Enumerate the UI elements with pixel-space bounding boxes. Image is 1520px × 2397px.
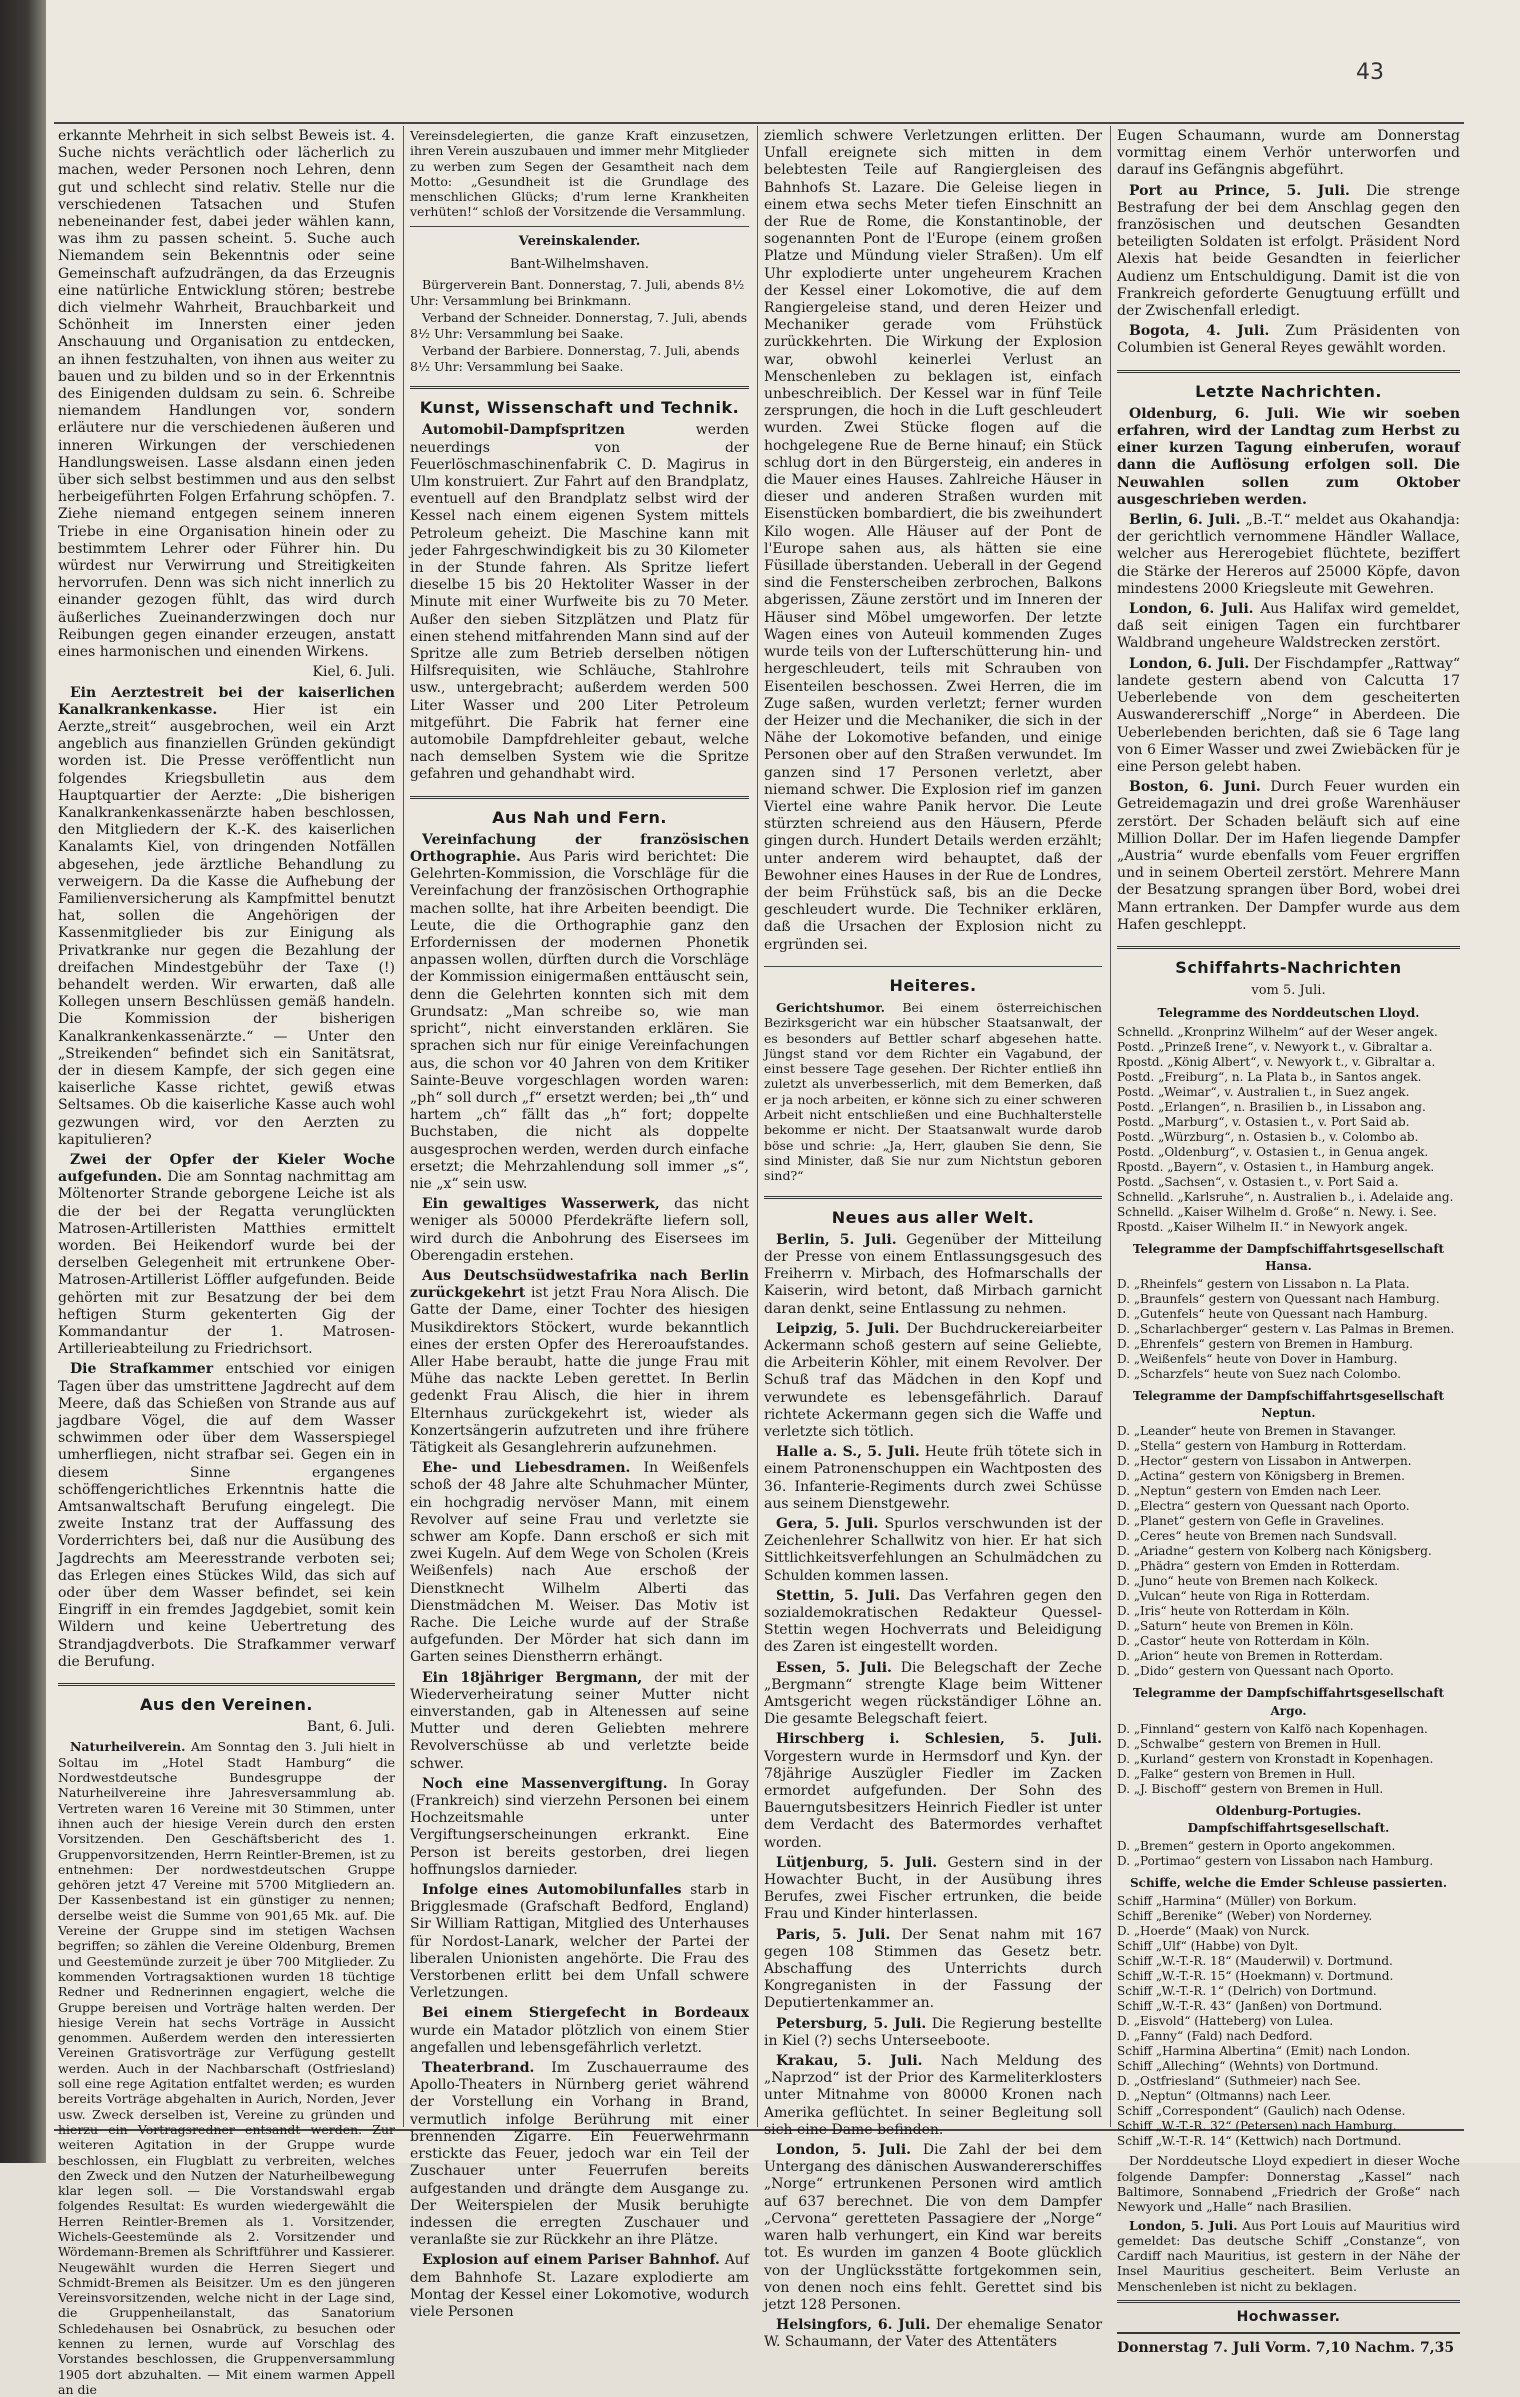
calendar-entry: Verband der Barbiere. Donnerstag, 7. Juli, abends 8½ Uhr: Versammlung bei Saake. [410, 343, 740, 374]
news-text: Aus Halifax wird gemeldet, daß seit einigen Tagen ein furchtbarer Waldbrand ungeheure Waldstrecken zerstört. [1117, 601, 1461, 652]
article-text: Aus Paris wird berichtet: Die Gelehrten-Kommission, die Vorschläge für die Vereinfachung der französischen Orthographie machen sollte, hat ihre Arbeiten beendigt. Die Leute, die die Orthographie ganz den Erfordernissen der modernen Phonetik anpassen wollen, dürften durch die Vorschläge der Kommission einigermaßen enttäuscht sein, denn die Gelehrten konnten sich mit dem Grundsatz: „Man schreibe so, wie man spricht“, nicht einverstanden erklären. Sie sprachen sich nur für einige Vereinfachungen aus, die schon vor 40 Jahren von dem Kritiker Sainte-Beuve vorgeschlagen worden waren: „ph“ soll durch „f“ ersetzt werden; bei „th“ und hartem „ch“ fällt das „h“ fort; doppelte Buchstaben, die nicht als doppelte ausgesprochen werden, werden durch einfache ersetzt; die Mehrzahlendung soll immer „s“, nie „x“ sein usw. [410, 849, 749, 1192]
ship-entry: Postd. „Oldenburg“, v. Ostasien t., in Genua angek. [1117, 1144, 1429, 1159]
article-headline: Ein gewaltiges Wasserwerk, [422, 1196, 660, 1213]
article-headline: Bei einem Stiergefecht in Bordeaux [422, 2005, 749, 2022]
news-dateline: Stettin, 5. Juli. [776, 1587, 901, 1604]
ship-entry: D. „Neptun“ (Oltmanns) nach Leer. [1117, 2089, 1331, 2104]
article-text: erkannte Mehrheit in sich selbst Beweis ist. 4. Suche nichts verächtlich oder lächerlich zu machen, weder Personen noch Lehren, denn gut und schlecht sind relativ. Stelle nur die verschiedenen Tatsachen und Stufen nebeneinander fest, dabei jeder wählen kann, was ihm zu passen scheint. 5. Suche auch Niemandem sein Bekenntnis oder seine Gemeinschaft aufzudrängen, da das Erzeugnis eine natürliche Entwicklung stören; bestrebe dich vielmehr Wahrheit, Brauchbarkeit und Schönheit im Innersten einer jeden Anschauung und Organisation zu entdecken, an ihnen festzuhalten, von ihnen aus weiter zu bauen und zu bilden und so in der Erkenntnis des Einigenden duldsam zu sein. 6. Schreibe niemandem Handlungen vor, sondern erläutere nur die verschiedenen äußeren und inneren Wirkungen der verschiedenen Handlungsweisen. Lasse alsdann einen jeden über sich selbst bestimmen und aus den selbst herbeigeführten Folgen Erfahrung schöpfen. 7. Ziehe niemand entgegen seinem inneren Triebe in eine Organisation hinein oder zu bestimmtem Lehrer oder Führer hin. Du würdest nur Verwirrung und Streitigkeiten hervorrufen. Denn was sich nicht innerlich zu einander gezogen fühlt, das wird durch äußerliches Zueinanderzwingen doch nur Reibungen gegen einander erzeugen, anstatt eines harmonischen und einenden Wirkens. [58, 128, 395, 661]
article-text: In Goray (Frankreich) sind vierzehn Personen bei einem Hochzeitsmahle unter Vergiftungserscheinungen erkrankt. Eine Person ist bereits gestorben, drei liegen hoffnungslos darnieder. [410, 1775, 749, 1878]
dateline: Kiel, 6. Juli. [312, 664, 395, 681]
article-text: wurde ein Matador plötzlich von einem Stier angefallen und lebensgefährlich verletzt. [410, 2022, 749, 2056]
ship-entry: D. „Scharlachberger“ gestern v. Las Palmas in Bremen. [1117, 1321, 1455, 1336]
article-text: Vereinsdelegierten, die ganze Kraft einzusetzen, ihren Verein auszubauen und immer mehr Mitglieder zu werben zum Segen der Gesamtheit nach dem Motto: „Gesundheit ist die Grundlage des menschlichen Glücks; d'rum lerne Krankheiten verhüten!“ schloß der Vorsitzende die Versammlung. [410, 128, 749, 220]
article-headline: Theaterbrand. [422, 2060, 535, 2077]
news-item [764, 1232, 1102, 1318]
news-text: Die Regierung bestellte in Kiel (?) sechs Unterseeboote. [764, 2015, 1103, 2049]
ship-entry: D. „Ehrenfels“ gestern von Bremen in Hamburg. [1117, 1336, 1413, 1351]
ship-entry: D. „Hoerde“ (Maak) von Nurck. [1117, 1924, 1310, 1939]
article-opfer [58, 1152, 395, 1358]
news-dateline: Boston, 6. Juni. [1129, 779, 1261, 796]
ship-entry: D. „Iris“ heute von Rotterdam in Köln. [1117, 1604, 1350, 1619]
ship-entry: Postd. „Sachsen“, v. Ostasien t., v. Port Said a. [1117, 1174, 1399, 1189]
news-dateline: Oldenburg, 6. Juli. [1129, 405, 1299, 422]
news-dateline: London, 6. Juli. [1129, 601, 1254, 618]
ship-entry: Postd. „Prinzeß Irene“, v. Newyork t., v. Gibraltar a. [1117, 1039, 1433, 1054]
news-text: Der Fischdampfer „Rattway“ landete gestern abend von Calcutta 17 Ueberlebende von dem gescheiterten Auswandererschiff „Norge“ in Aberdeen. Die Ueberlebenden berichten, daß sie 6 Tage lang von 6 Eimer Wasser und zwei Zwiebäcken für je eine Person gelebt haben. [1117, 655, 1461, 775]
article-text: Eugen Schaumann, wurde am Donnerstag vormittag einem Verhör unterworfen und darauf ins Gefängnis abgeführt. [1117, 128, 1460, 179]
ship-entry: D. „Stella“ gestern von Hamburg in Rotterdam. [1117, 1439, 1407, 1454]
article-headline: Ein Aerztestreit bei der kaiserlichen Kanalkrankenkasse. [58, 684, 395, 718]
ship-entry: Postd. „Marburg“, v. Ostasien t., v. Port Said ab. [1117, 1114, 1410, 1129]
ship-entry: Schiff „Harmina Albertina“ (Emit) nach London. [1117, 2044, 1411, 2059]
ship-entry: Schiff „W.-T.-R. 18“ (Mauderwil) v. Dortmund. [1117, 1954, 1393, 1969]
article-item [410, 2252, 749, 2321]
calendar-title: Vereinskalender. [410, 226, 749, 250]
ship-entry: D. „Ariadne“ gestern von Kolberg nach Königsberg. [1117, 1544, 1432, 1559]
ship-entry: Postd. „Erlangen“, n. Brasilien b., in Lissabon ang. [1117, 1099, 1426, 1114]
ship-entry: D. „Finnland“ gestern von Kalfö nach Kopenhagen. [1117, 1721, 1428, 1736]
ship-entry: D. „Bremen“ gestern in Oporto angekommen. [1117, 1839, 1396, 1854]
article-item [410, 1882, 749, 2002]
article-text: ist jetzt Frau Nora Alisch. Die Gatte der Dame, einer Tochter des hiesigen Musikdirektors Stöckert, wurde bekanntlich eines der ersten Opfer des Hereroaufstandes. Aller Habe beraubt, hatte die junge Frau mit Mühe das nackte Leben gerettet. In Berlin gedenkt Frau Alisch, die hier in ihrem Elternhaus zurückgekehrt ist, wieder als Konzertsängerin aufzutreten und ihre frühere Tätigkeit als Gesanglehrerin aufzunehmen. [410, 1285, 749, 1456]
article-text: starb in Brigglesmade (Grafschaft Bedford, England) Sir William Rattigan, Mitglied des Unterhauses für Nordost-Lanark, welcher der Partei der liberalen Unionisten angehörte. Die Frau des Verstorbenen erlitt bei dem Unfall schwere Verletzungen. [410, 1882, 749, 2002]
article-headline: Ein 18jähriger Bergmann, [422, 1669, 643, 1686]
ship-entry: D. „Scharzfels“ heute von Suez nach Colombo. [1117, 1366, 1401, 1381]
article-naturheilverein [58, 1739, 395, 2397]
news-text: Heute früh tötete sich in einem Patronenschuppen ein Wachtposten des 36. Infanterie-Regiments durch zwei Schüsse aus seinem Dienstgewehr. [764, 1444, 1102, 1512]
article-text: ziemlich schwere Verletzungen erlitten. Der Unfall ereignete sich mitten in dem belebtesten Teile auf Rangiergleisen des Bahnhofs St. Lazare. Die Geleise liegen in einem etwa sechs Meter tiefen Einschnitt an der Rue de Rome, die Konstantinoble, der sogenannten Pont de l'Europe (einem großen Platze und Mündung vieler Straßen). Um elf Uhr explodierte unter ungeheurem Krachen der Kessel einer Lokomotive, die auf dem Rangiergeleise stand, und deren Heizer und Mechaniker gerade vom Frühstück zurückkehrten. Die Wirkung der Explosion war, obwohl keinerlei Verlust an Menschenleben zu beklagen ist, einfach unbeschreiblich. Der Kessel war in fünf Teile zersprungen, die hoch in die Luft geschleudert wurden. Zwei Stücke flogen auf die hochgelegene Rue de Berne hinauf; ein Stück schlug dort in den Bürgersteig, ein anderes in die Mauer eines Hauses. Zahlreiche Häuser in dieser und anderen Straßen wurden mit Eisenstücken bombardiert, die bis zweihundert Kilo wogen. Alle Häuser auf der Pont de l'Europe sahen aus, als hätten sie eine Füsillade überstanden. Ueberall in der Gegend sind die Fensterscheiben zerbrochen, Balkons abgerissen, Zäune zerstört und im Inneren der Häuser sind Möbel umgeworfen. Der letzte Wagen eines von Auteuil kommenden Zuges wurde teils von der Lufterschütterung hin- und hergeschleudert, teils mit Schrauben von Eisenteilen beschossen. Zwei Herren, die im Zuge saßen, wurden verletzt; ferner wurden der Heizer und die Mechaniker, die sich in der Nähe der Lokomotive befanden, und einige Personen ober auf den Straßen verwundet. Im ganzen sind 17 Personen verletzt, aber niemand schwer. Die Explosion rief im ganzen Viertel eine wahre Panik hervor. Die Leute stürzten schreiend aus den Häusern, Pferde gingen durch. Hundert Details werden erzählt; unter anderem wird behauptet, daß der Bewohner eines Hauses in der Rue de Londres, der beim Frühstück saß, bis an die Decke geschleudert wurde. Die Techniker erklären, daß die Ursachen der Explosion nicht zu ergründen sei. [764, 128, 1102, 953]
dateline: Bant, 6. Juli. [306, 1719, 395, 1736]
news-item [764, 1444, 1102, 1513]
column-1 [58, 128, 395, 2397]
ship-entry: Postd. „Freiburg“, n. La Plata b., in Santos angek. [1117, 1069, 1422, 1084]
ship-entry: Schiff „Ulf“ (Habbe) von Dylt. [1117, 1939, 1299, 1954]
article-text: Hier ist ein Aerzte„streit“ ausgebrochen, weil ein Arzt angeblich aus finanziellen Gründen gekündigt worden ist. Die Presse veröffentlicht nun folgendes Kriegsbulletin aus dem Hauptquartier der Aerzte: „Die bisherigen Kanalkrankenkassenärzte haben beschlossen, den Mitgliedern der K.-K. des kaiserlichen Kanalamts Kiel, von dringenden Notfällen abgesehen, jede ärztliche Behandlung zu verweigern. Da die Kasse die Aufhebung der Familienversicherung als Kampfmittel benutzt hat, sollen die Angehörigen der Kassenmitglieder bis zur Einigung als Privatkranke nur gegen die Bezahlung der dreifachen Mindestgebühr der Taxe (!) behandelt werden. Wir erwarten, daß alle Kollegen unsern Beschlüssen gemäß handeln. Die Kommission der bisherigen Kanalkrankenkassenärzte.“ — Unter den „Streikenden“ befindet sich ein Sanitätsrat, der in diesem Kampfe, der sich gegen eine kaiserliche Kasse richtet, gewiß etwas Seltsames. Ob die kaiserliche Kasse auch wohl gezwungen wird, vor den Aerzten zu kapitulieren? [58, 701, 395, 1148]
news-item [764, 1731, 1102, 1851]
lloyd-note: Der Norddeutsche Lloyd expediert in dieser Woche folgende Dampfer: Donnerstag „Kassel“ nach Baltimore, Sonnabend „Friedrich der Große“ nach Newyork und „Halle“ nach Brasilien. [1117, 2153, 1460, 2215]
telegram-heading: Oldenburg-Portugies. Dampfschiffahrtsgesellschaft. [1187, 1803, 1390, 1835]
news-text: Spurlos verschwunden ist der Zeichenlehrer Schallwitz von hier. Er hat sich Sittlichkeitsverfehlungen an Schulmädchen zu Schulden kommen lassen. [764, 1515, 1102, 1584]
news-text: Die Zahl der bei dem Untergang des dänischen Auswandererschiffes „Norge“ ertrunkenen Personen wird amtlich auf 637 berechnet. Die von dem Dampfer „Cervona“ geretteten Passagiere der „Norge“ waren halb verhungert, ein Kind war bereits tot. Es wurden im ganzen 4 Boote glücklich von der Unglücksstätte fortgekommen sein, von denen noch eins fehlt. Gerettet sind bis jetzt 128 Personen. [764, 2142, 1103, 2313]
ship-entry: D. „Weißenfels“ heute von Dover in Hamburg. [1117, 1351, 1398, 1366]
telegram-heading: Telegramme des Norddeutschen Lloyd. [1157, 1006, 1420, 1021]
ship-entry: D. „Electra“ gestern von Quessant nach Oporto. [1117, 1499, 1410, 1514]
ship-entry: D. „Saturn“ heute von Bremen in Köln. [1117, 1619, 1354, 1634]
ship-entry: Schiff „Alleching“ (Wehnts) von Dortmund. [1117, 2059, 1379, 2074]
news-text: „B.-T.“ meldet aus Okahandja: der gerichtlich vernommene Händler Wallace, welcher aus Hererogebiet flüchtete, beziffert die Stärke der Hereros auf 25000 Köpfe, davon mindestens 2000 Kriegsleute mit Gewehren. [1117, 512, 1460, 597]
news-dateline: Helsingfors, 6. Juli. [776, 2317, 931, 2334]
news-item [764, 2317, 1102, 2351]
ship-entry: D. „Actina“ gestern von Königsberg in Bremen. [1117, 1469, 1405, 1484]
article-headline: Aus Deutschsüdwestafrika nach Berlin zurückgekehrt [410, 1267, 749, 1302]
article-headline: Gerichtshumor. [776, 999, 886, 1015]
calendar-subtitle: Bant-Wilhelmshaven. [510, 256, 649, 272]
ship-entry: Postd. „Würzburg“, n. Ostasien b., v. Colombo ab. [1117, 1129, 1419, 1144]
news-item [1117, 656, 1460, 776]
news-dateline: Leipzig, 5. Juli. [776, 1320, 900, 1337]
column-rule [1110, 126, 1111, 2127]
news-item [764, 2053, 1102, 2139]
ship-entry: D. „Leander“ heute von Bremen in Stavanger. [1117, 1424, 1397, 1439]
telegram-heading: Schiffe, welche die Emder Schleuse passierten. [1129, 1876, 1448, 1891]
news-dateline: Bogota, 4. Juli. [1129, 323, 1270, 340]
article-text: Die am Sonntag nachmittag am Möltenorter Strande geborgene Leiche ist als die der bei der Regatta verunglückten Matrosen-Artilleristen Matthies ermittelt worden. Bei Heikendorf wurde bei der derselben Gelegenheit mit ertrunkene Ober-Matrosen-Artillerist Löffler aufgefunden. Beide gehörten mit zur Besatzung der bei dem heftigen Sturm gekenterten Gig der Kommandantur der 1. Matrosen-Artillerieabteilung zu Friedrichsort. [58, 1169, 395, 1358]
ship-entry: D. „J. Bischoff“ gestern von Bremen in Hull. [1117, 1781, 1384, 1796]
telegram-heading: Telegramme der Dampfschiffahrtsgesellschaft Hansa. [1132, 1241, 1445, 1273]
ship-entry: D. „Ceres“ heute von Bremen nach Sundsvall. [1117, 1529, 1397, 1544]
article-headline: Noch eine Massenvergiftung. [422, 1775, 668, 1792]
news-text: Durch Feuer wurden ein Getreidemagazin und drei große Warenhäuser zerstört. Der Schaden beläuft sich auf eine Million Dollar. Der im Hafen liegende Dampfer „Austria“ wurde ebenfalls vom Feuer ergriffen und in seinem Oberteil zerstört. Mehrere Mann der Besatzung sprangen über Bord, wobei drei Mann ertranken. Der Dampfer wurde aus dem Hafen geschleppt. [1117, 779, 1461, 933]
news-dateline: Petersburg, 5. Juli. [776, 2015, 927, 2032]
ship-entry: Schiff „W.-T.-R. 15“ (Hoekmann) v. Dortmund. [1117, 1969, 1394, 1984]
ship-entry: Rpostd. „Bayern“, v. Ostasien t., in Hamburg angek. [1117, 1159, 1435, 1174]
ship-entry: Rpostd. „Kaiser Wilhelm II.“ in Newyork angek. [1117, 1219, 1408, 1234]
news-item [1117, 779, 1460, 934]
article-text: Auf dem Bahnhofe St. Lazare explodierte am Montag der Kessel einer Lokomotive, wodurch viele Personen [410, 2252, 749, 2320]
article-headline: Explosion auf einem Pariser Bahnhof. [422, 2252, 720, 2269]
tide-times: Donnerstag 7. Juli Vorm. 7,10 Nachm. 7,35 [1117, 2332, 1460, 2357]
news-item [764, 2142, 1102, 2314]
article-text: das nicht weniger als 50000 Pferdekräfte liefern soll, wird durch die Anbohrung des Eisersees im Oberengadin erstehen. [410, 1196, 750, 1264]
ship-entry: Schiff „W.-T.-R. 14“ (Kettwich) nach Dortmund. [1117, 2134, 1402, 2149]
news-dateline: Port au Prince, 5. Juli. [1129, 182, 1350, 199]
section-title: Aus Nah und Fern. [410, 796, 749, 826]
ship-entry: D. „Fanny“ (Fald) nach Dedford. [1117, 2029, 1313, 2044]
article-headline: Zwei der Opfer der Kieler Woche aufgefunden. [58, 1151, 395, 1186]
news-dateline: Hirschberg i. Schlesien, 5. Juli. [776, 1731, 1102, 1748]
ship-list [1117, 1722, 1460, 1797]
article-text: In Weißenfels schoß der 48 Jahre alte Schuhmacher Münter, ein hochgradig nervöser Mann, mit einem Revolver auf seine Frau und verletzte sie schwer am Kopfe. Dann erschoß er sich mit zwei Kugeln. Auf dem Wege von Scholen (Kreis Weißenfels) nach Aue erschoß der Dienstknecht Wilhelm Alberti das Dienstmädchen M. Weiser. Das Motiv ist Rache. Die Leiche wurde auf der Straße aufgefunden. Der Mörder hat sich dann im Garten seines Dienstherrn erhängt. [410, 1460, 749, 1666]
news-item [1117, 183, 1460, 321]
news-item [764, 2016, 1102, 2050]
news-text: Wie wir soeben erfahren, wird der Landtag zum Herbst zu einer kurzen Tagung einberufen, worauf dann die Auflösung erfolgen soll. Die Neuwahlen sollen zum Oktober ausgeschrieben werden. [1117, 405, 1460, 508]
news-text: Zum Präsidenten von Columbien ist General Reyes gewählt worden. [1117, 323, 1461, 357]
ship-list [1117, 1424, 1460, 1679]
article-item [410, 1196, 749, 1265]
news-item [764, 1321, 1102, 1441]
news-dateline: Krakau, 5. Juli. [776, 2053, 923, 2070]
calendar-entry: Bürgerverein Bant. Donnerstag, 7. Juli, abends 8½ Uhr: Versammlung bei Brinkmann. [410, 277, 745, 308]
ship-entry: D. „Neptun“ gestern von Emden nach Leer. [1117, 1484, 1382, 1499]
article-automobil [410, 422, 749, 783]
news-text: Aus Port Louis auf Mauritius wird gemeldet: Das deutsche Schiff „Constanze“, von Cardiff nach Mauritius, ist gestern in der Nähe der Insel Mauritius gescheitert. Beim Verluste an Menschenleben ist nicht zu beklagen. [1117, 2217, 1460, 2294]
news-item [764, 1927, 1102, 2013]
news-text: Der ehemalige Senator W. Schaumann, der Vater des Attentäters [764, 2317, 1103, 2351]
section-title: Hochwasser. [1117, 2300, 1460, 2326]
article-strafkammer [58, 1361, 395, 1671]
ship-entry: D. „Rheinfels“ gestern von Lissabon n. La Plata. [1117, 1276, 1410, 1291]
article-text: Am Sonntag den 3. Juli hielt in Soltau im „Hotel Stadt Hamburg“ die Nordwestdeutsche Bundesgruppe der Naturheilvereine ihre Jahresversammlung ab. Vertreten waren 16 Vereine mit 30 Stimmen, unter ihnen auch der hiesige Verein durch den ersten Vorsitzenden. Den Geschäftsbericht des 1. Gruppenvorsitzenden, Herrn Reintler-Bremen, ist zu entnehmen: Der nordwestdeutschen Gruppe gehören jetzt 47 Vereine mit 5700 Mitgliedern an. Der Kassenbestand ist ein günstiger zu nennen; derselbe weist die Summe von 901,65 Mk. auf. Die Vereine der Gruppe sind im stetigen Wachsen begriffen; so zählen die Vereine Oldenburg, Bremen und Geestemünde zurzeit je über 700 Mitglieder. Zu kommenden Vortragsaktionen wurden 18 tüchtige Redner und Rednerinnen engagiert, welche die Gruppe bereisen und Vorträge halten werden. Der hiesige Verein hat sechs Vorträge in Aussicht genommen. Außerdem werden den interessierten Vereinen Gratisvorträge zur Verfügung gestellt werden. Auch in der Nachbarschaft (Ostfriesland) soll eine rege Agitation entfaltet werden; es wurden bereits Vorträge abgehalten in Aurich, Norden, Jever usw. Zweck derselben ist, Vereine zu gründen und hierzu ein Vortragsredner entsandt werden. Zur weiteren Agitation in der Gruppe wurde beschlossen, ein Flugblatt zu verbreiten, welches den Zweck und den Nutzen der Naturheilbewegung klar legen soll. — Die Vorstandswahl ergab folgendes Resultat: Es wurden wiedergewählt die Herren Reintler-Bremen als 1. Vorsitzender, Wichels-Geestemünde als 2. Vorsitzender und Wördemann-Bremen als Schriftführer und Kassierer. Neugewählt wurden die Herren Siegert und Schmidt-Bremen als Beisitzer. Um es den jüngeren Vereinsvorsitzenden, welche nicht in der Lage sind, die Gruppenheilanstalt, das Sanatorium Schledehausen bei Osnabrück, zu besuchen oder kennen zu lernen, wurde auf Vorschlag des Vorstandes beschlossen, die Gruppenversammlung 1905 dort abzuhalten. — Mit einem warmen Appell an die [58, 1739, 395, 2397]
ship-entry: Postd. „Weimar“, v. Australien t., in Suez angek. [1117, 1084, 1410, 1099]
ship-entry: Schnelld. „Kronprinz Wilhelm“ auf der Weser angek. [1117, 1024, 1438, 1039]
news-dateline: Paris, 5. Juli. [776, 1926, 891, 1943]
news-item [764, 1660, 1102, 1729]
page-frame [54, 122, 1464, 2397]
article-item [410, 1460, 749, 1666]
ship-entry: D. „Ostfriesland“ (Suthmeier) nach See. [1117, 2074, 1361, 2089]
article-headline: Vereinfachung der französischen Orthographie. [410, 831, 749, 866]
article-headline: Automobil-Dampfspritzen [422, 422, 625, 439]
news-dateline: London, 5. Juli. [776, 2142, 912, 2159]
news-item [1117, 406, 1460, 509]
ship-entry: D. „Arion“ heute von Bremen in Rotterdam. [1117, 1649, 1383, 1664]
article-item [410, 1776, 749, 1879]
news-dateline: Berlin, 5. Juli. [776, 1231, 897, 1248]
telegram-heading: Telegramme der Dampfschiffahrtsgesellschaft Argo. [1132, 1686, 1445, 1718]
section-title: Kunst, Wissenschaft und Technik. [410, 386, 749, 416]
article-text: der mit der Wiederverheiratung seiner Mutter nicht einverstanden, gab in Altenessen auf seine Mutter und deren Geliebten mehrere Revolverschüsse ab und verletzte beide schwer. [410, 1669, 749, 1772]
section-title: Heiteres. [764, 966, 1102, 994]
article-item [410, 832, 749, 1193]
news-item [764, 1588, 1102, 1657]
telegram-heading: Telegramme der Dampfschiffahrtsgesellschaft Neptun. [1132, 1388, 1445, 1421]
ship-entry: D. „Gutenfels“ heute von Quessant nach Hamburg. [1117, 1306, 1428, 1321]
ship-entry: D. „Phädra“ gestern von Emden in Rotterdam. [1117, 1559, 1400, 1574]
ship-entry: Schiff „Berenike“ (Weber) von Norderney. [1117, 1909, 1373, 1924]
article-text: werden neuerdings von der Feuerlöschmaschinenfabrik C. D. Magirus in Ulm konstruiert. Zur Fahrt auf den Brandplatz, eventuell auf den Brandplatz selbst wird der Kessel nach einem eigenen System mittels Petroleum geheizt. Die Maschine kann mit jeder Fahrgeschwindigkeit bis zu 30 Kilometer in der Stunde fahren. Als Spritze liefert dieselbe 15 bis 20 Hektoliter Wasser in der Minute mit einer Wurfweite bis zu 70 Meter. Außer den sieben Sitzplätzen und Platz für einen stehend mitfahrenden Mann sind auf der Spritze alle zum Betrieb derselben nötigen Hilfsrequisiten, wie Schläuche, Stahlrohre usw., untergebracht; außerdem werden 500 Liter Wasser und 200 Liter Petroleum mitgeführt. Die Fabrik hat ferner eine automobile Dampfdrehleiter gebaut, welche nach demselben System wie die Spritze gefahren und gehandhabt wird. [410, 422, 749, 783]
news-dateline: London, 6. Juli. [1129, 655, 1250, 672]
column-3 [764, 128, 1103, 2351]
news-text: Nach Meldung des „Naprzod“ ist der Prior des Karmeliterklosters unter Mitnahme von 80000 Kronen nach Amerika geflüchtet. In seiner Begleitung soll sich eine Dame befinden. [764, 2053, 1103, 2138]
news-text: Vorgestern wurde in Hermsdorf und Kyn. der 78jährige Auszügler Fiedler im Zacken ermordet aufgefunden. Der Sohn des Bauerngutsbesitzers Heinrich Fiedler ist unter dem Verdacht des Batermordes verhaftet worden. [764, 1748, 1102, 1851]
column-rule [403, 126, 404, 2127]
section-date: vom 5. Juli. [1251, 983, 1326, 999]
column-4 [1117, 128, 1461, 2357]
ship-entry: D. „Castor“ heute von Rotterdam in Köln. [1117, 1634, 1370, 1649]
news-item [1117, 601, 1460, 653]
ship-entry: D. „Portimao“ gestern von Lissabon nach Hamburg. [1117, 1854, 1434, 1869]
ship-list [1117, 1894, 1460, 2149]
article-text: entschied vor einigen Tagen über das umstrittene Jagdrecht auf dem Meere, daß das Schießen von Strande aus auf jagdbare Vögel, die auf dem Wasser schwimmen oder über dem Wasserspiegel umherfliegen, nicht strafbar sei. Gegen ein in diesem Sinne ergangenes schöffengerichtliches Erkenntnis hatte die Amtsanwaltschaft Berufung eingelegt. Die zweite Instanz trat der Auffassung des Vorderrichters bei, daß nur die Ausübung des Jagdrechts am Meeresstrande verboten sei; das Erlegen eines Stückes Wild, das sich auf oder über dem Wasser befindet, sei kein Eingriff in ein fremdes Jagdgebiet, somit kein Wildern und keine Uebertretung des Strandjagdverbots. Die Strafkammer verwarf die Berufung. [58, 1361, 395, 1670]
ship-entry: Schiff „W.-T.-R. 1“ (Delrich) von Dortmund. [1117, 1984, 1377, 1999]
news-text: Gegenüber der Mitteilung der Presse von einem Entlassungsgesuch des Freiherrn v. Mirbach, des Hofmarschalls der Kaiserin, wird betont, daß Mirbach garnicht daran denkt, seine Entlassung zu nehmen. [764, 1231, 1102, 1317]
ship-entry: D. „Dido“ gestern von Quessant nach Oporto. [1117, 1664, 1394, 1679]
ship-entry: D. „Schwalbe“ gestern von Bremen in Hull. [1117, 1736, 1382, 1751]
ship-entry: D. „Kurland“ gestern von Kronstadt in Kopenhagen. [1117, 1751, 1434, 1766]
calendar-entry: Verband der Schneider. Donnerstag, 7. Juli, abends 8½ Uhr: Versammlung bei Saake. [410, 310, 748, 341]
news-text: Die Belegschaft der Zeche „Bergmann“ strengte Klage beim Wittener Amtsgericht wegen rückständiger Löhne an. Die gesamte Belegschaft feiert. [764, 1659, 1102, 1728]
ship-entry: D. „Eisvold“ (Hatteberg) von Lulea. [1117, 2014, 1334, 2029]
ship-list [1117, 1277, 1460, 1382]
article-headline: Die Strafkammer [70, 1361, 214, 1378]
news-item [1117, 512, 1460, 598]
ship-entry: D. „Vulcan“ heute von Riga in Rotterdam. [1117, 1589, 1370, 1604]
article-headline: Ehe- und Liebesdramen. [422, 1460, 631, 1477]
ship-entry: Schiff „Correspondent“ (Gaulich) nach Odense. [1117, 2104, 1406, 2119]
article-kiel [58, 685, 395, 1149]
news-text: Der Senat nahm mit 167 gegen 108 Stimmen das Gesetz betr. Abschaffung des Unterrichts durch Kongreganisten in der Fassung der Deputiertenkammer an. [764, 1926, 1103, 2012]
column-rule [757, 126, 758, 2127]
ship-entry: Rpostd. „König Albert“, v. Newyork t., v. Gibraltar a. [1117, 1054, 1436, 1069]
ship-list [1117, 1839, 1460, 1869]
book-binding-edge [0, 0, 46, 2163]
news-item [1117, 2218, 1460, 2294]
article-headline: Naturheilverein. [70, 1739, 186, 1755]
page-number: 43 [1356, 60, 1384, 85]
news-dateline: Halle a. S., 5. Juli. [776, 1444, 920, 1461]
section-title: Aus den Vereinen. [58, 1683, 395, 1713]
news-dateline: London, 5. Juli. [1129, 2217, 1238, 2233]
ship-entry: D. „Juno“ heute von Bremen nach Kolkeck. [1117, 1574, 1379, 1589]
news-text: Die strenge Bestrafung der bei dem Anschlag gegen den französischen und deutschen Gesandten beteiligten Soldaten ist erfolgt. Präsident Nord Alexis hat beide Gesandten in feierlicher Audienz um Entschuldigung. Damit ist die von Frankreich geforderte Genugtuung erfüllt und der Zwischenfall erledigt. [1117, 182, 1460, 320]
section-title: Neues aus aller Welt. [764, 1196, 1102, 1226]
ship-list [1117, 1025, 1460, 1235]
article-item [410, 1268, 749, 1457]
section-title: Letzte Nachrichten. [1117, 370, 1460, 400]
news-text: Gestern sind in der Howachter Bucht, in der Ausübung ihres Berufes, zwei Fischer ertrunken, die beide Frau und Kinder hinterlassen. [764, 1854, 1103, 1923]
ship-entry: D. „Planet“ gestern von Gefle in Gravelines. [1117, 1514, 1385, 1529]
article-item [410, 1670, 749, 1773]
ship-entry: Schnelld. „Kaiser Wilhelm d. Große“ n. Newy. i. See. [1117, 1204, 1437, 1219]
article-item [410, 2005, 749, 2057]
article-item [410, 2060, 749, 2249]
news-dateline: Essen, 5. Juli. [776, 1659, 892, 1676]
ship-entry: Schiff „W.-T.-R. 43“ (Janßen) von Dortmund. [1117, 1999, 1383, 2014]
column-2 [410, 128, 750, 2320]
article-text: Bei einem österreichischen Bezirksgericht war ein hübscher Staatsanwalt, der es besonders auf Bettler scharf abgesehen hatte. Jüngst stand vor dem Richter ein Vagabund, der einst bessere Tage gesehen. Der Richter entließ ihn zuletzt als unverbesserlich, mit dem Bemerken, daß er ja noch arbeiten, er könne sich zu einer schweren Arbeit nicht entschließen und eine Buchhalterstelle bekomme er nicht. Der Staatsanwalt wurde darob böse und schrie: „Ja, Herr, glauben Sie denn, Sie sind Minister, daß Sie nur zum Nichtstun geboren sind?“ [764, 999, 1102, 1184]
ship-entry: D. „Hector“ gestern von Lissabon in Antwerpen. [1117, 1454, 1412, 1469]
news-dateline: Lütjenburg, 5. Juli. [776, 1854, 938, 1871]
news-item [764, 1516, 1102, 1585]
ship-entry: D. „Falke“ gestern von Bremen in Hull. [1117, 1766, 1356, 1781]
article-gerichtshumor [764, 1000, 1102, 1184]
news-dateline: Berlin, 6. Juli. [1129, 512, 1241, 529]
news-item [1117, 323, 1460, 357]
article-headline: Infolge eines Automobilunfalles [422, 1882, 682, 1899]
news-dateline: Gera, 5. Juli. [776, 1515, 879, 1532]
news-text: Das Verfahren gegen den sozialdemokratischen Redakteur Quessel-Stettin wegen Hochverrats und Beleidigung des Zaren ist eingestellt worden. [764, 1587, 1103, 1656]
article-text: Im Zuschauerraume des Apollo-Theaters in Nürnberg geriet während der Vorstellung ein Vorhang in Brand, vermutlich infolge Berührung mit einer brennenden Zigarre. Ein Feuerwehrmann erstickte das Feuer, jedoch war ein Teil der Zuschauer unter Feuerrufen bereits aufgestanden und drängte dem Ausgange zu. Der Weiterspielen der Musik beruhigte indessen die erregten Zuschauer und veranlaßte sie zur Rückkehr an ihre Plätze. [410, 2060, 749, 2249]
ship-entry: Schiff „Harmina“ (Müller) von Borkum. [1117, 1894, 1357, 1909]
ship-entry: D. „Braunfels“ gestern von Quessant nach Hamburg. [1117, 1291, 1440, 1306]
news-text: Der Buchdruckereiarbeiter Ackermann schoß gestern auf seine Geliebte, die Arbeiterin Köhler, mit einem Revolver. Der Schuß traf das Mädchen in den Kopf und verwundete es lebensgefährlich. Darauf richtete Ackermann gegen sich die Waffe und verletzte sich tötlich. [764, 1320, 1103, 1440]
ship-entry: Schiff „W.-T.-R. 32“ (Petersen) nach Hamburg. [1117, 2119, 1397, 2134]
section-title: Schiffahrts-Nachrichten [1117, 946, 1460, 976]
ship-entry: Schnelld. „Karlsruhe“, n. Australien b., i. Adelaide ang. [1117, 1189, 1454, 1204]
news-item [764, 1855, 1102, 1924]
